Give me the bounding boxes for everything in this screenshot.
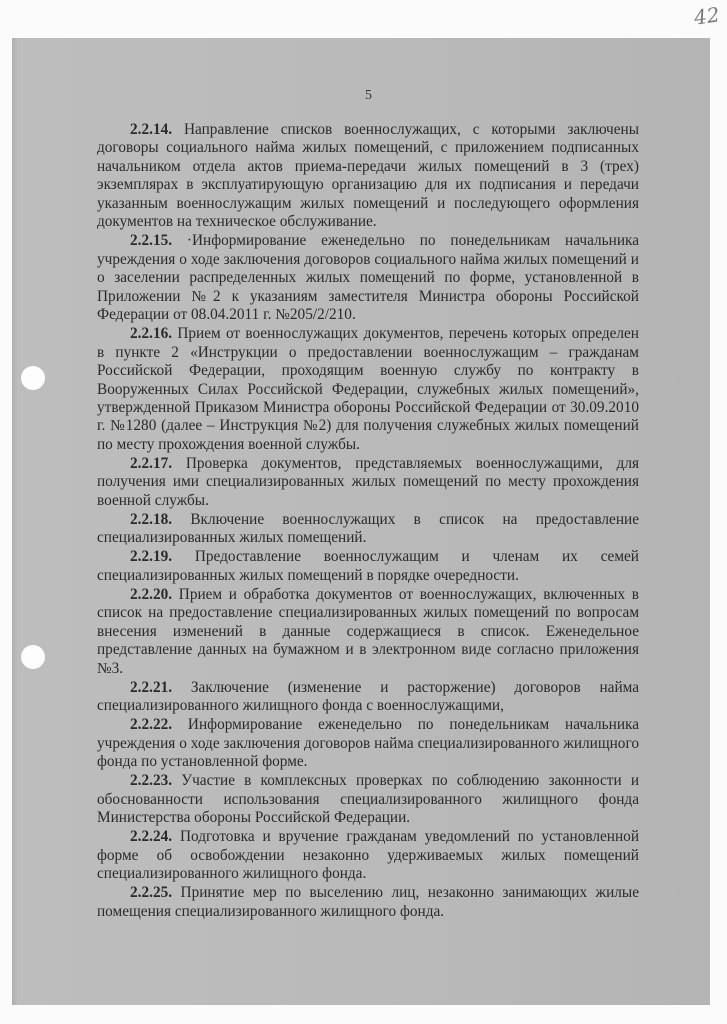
paragraph-2-2-14: [97, 121, 639, 232]
clause-number: 2.2.23.: [130, 772, 173, 790]
clause-text: Прием и обработка документов от военнослужащих, включенных в список на предоставление специализированных жилых помещений по вопросам внесения изменений в данные содержащиеся в список. Еженедельное представление данных на бумажном и в электронном виде согласно приложения №3.: [97, 585, 640, 677]
handwritten-page-number: 42: [692, 2, 721, 30]
paragraph-2-2-15: [97, 232, 639, 324]
paragraph-2-2-23: [97, 772, 639, 827]
clause-text: Прием от военнослужащих документов, перечень которых определен в пункте 2 «Инструкции о предоставлении военнослужащим – гражданам Российской Федерации, проходящим военную службу по контракту в Вооруженных Силах Российской Федерации, служебных жилых помещений», утвержденной Приказом Министра обороны Российской Федерации от 30.09.2010 г. №1280 (далее – Инструкция №2) для получения служебных жилых помещений по месту прохождения военной службы.: [97, 325, 639, 453]
clause-number: 2.2.25.: [130, 884, 173, 902]
clause-text: Проверка документов, представляемых военнослужащими, для получения ими специализированных жилых помещений по месту прохождения военной службы.: [97, 454, 639, 509]
clause-number: 2.2.20.: [130, 585, 173, 603]
clause-text: Подготовка и вручение гражданам уведомлений по установленной форме об освобождении незаконно удерживаемых жилых помещений специализированного жилищного фонда.: [97, 828, 639, 883]
paragraph-2-2-18: [97, 511, 639, 548]
clause-number: 2.2.21.: [130, 678, 173, 696]
clause-text: Заключение (изменение и расторжение) договоров найма специализированного жилищного фонда с военнослужащими,: [97, 678, 639, 715]
punch-hole: [21, 366, 45, 390]
clause-number: 2.2.18.: [130, 510, 173, 528]
clause-text: Предоставление военнослужащим и членам их семей специализированных жилых помещений в порядке очередности.: [97, 548, 639, 584]
clause-number: 2.2.22.: [130, 716, 173, 734]
paragraph-2-2-22: [97, 716, 639, 771]
clause-text: Направление списков военнослужащих, с которыми заключены договоры социального найма жилых помещений, с приложением подписанных начальником отдела актов приема-передачи жилых помещений в 3 (трех) экземплярах в эксплуатирующую организацию для их подписания и передачи указанным военнослужащим жилых помещений и последующего оформления документов на техническое обслуживание.: [97, 121, 640, 231]
paragraph-2-2-24: [97, 828, 639, 883]
clause-text: Участие в комплексных проверках по соблюдению законности и обоснованности использования специализированного жилищного фонда Министерства обороны Российской Федерации.: [97, 772, 640, 827]
document-body: [97, 121, 639, 922]
punch-hole: [21, 645, 45, 669]
paragraph-2-2-25: [97, 884, 639, 921]
clause-text: Включение военнослужащих в список на предоставление специализированных жилых помещений.: [97, 510, 639, 547]
clause-number: 2.2.17.: [130, 454, 173, 472]
paragraph-2-2-19: [97, 548, 639, 585]
paragraph-2-2-21: [97, 679, 639, 716]
paragraph-2-2-16: [97, 325, 639, 454]
clause-number: 2.2.24.: [130, 828, 173, 846]
clause-number: 2.2.15.: [130, 232, 173, 250]
clause-number: 2.2.16.: [130, 325, 173, 343]
page-number: 5: [365, 88, 372, 103]
clause-text: ·Информирование еженедельно по понедельникам начальника учреждения о ходе заключения договоров социального найма жилых помещений и о заселении распределенных жилых помещений по форме, установленной в Приложении №2 к указаниям заместителя Министра обороны Российской Федерации от 08.04.2011 г. №205/2/210.: [97, 232, 639, 324]
clause-number: 2.2.14.: [130, 121, 173, 138]
clause-text: Информирование еженедельно по понедельникам начальника учреждения о ходе заключения договоров найма специализированного жилищного фонда по установленной форме.: [97, 716, 639, 771]
clause-number: 2.2.19.: [130, 548, 173, 566]
paragraph-2-2-17: [97, 455, 639, 510]
clause-text: Принятие мер по выселению лиц, незаконно занимающих жилые помещения специализированного жилищного фонда.: [97, 884, 639, 920]
paragraph-2-2-20: [97, 586, 639, 678]
